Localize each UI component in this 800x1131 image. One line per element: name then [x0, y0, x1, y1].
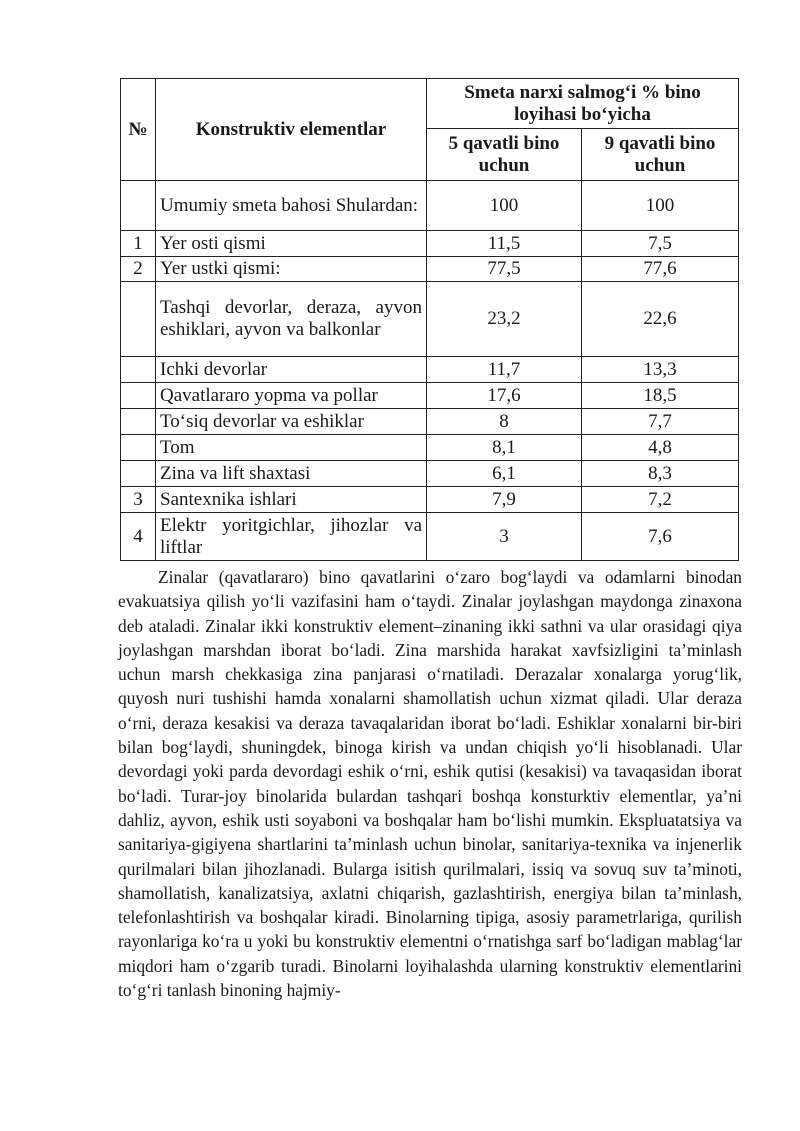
header-number: № — [121, 79, 156, 181]
header-9-storey: 9 qavatli bino uchun — [582, 129, 739, 181]
row-value-5: 23,2 — [427, 282, 582, 357]
row-value-5: 6,1 — [427, 461, 582, 487]
table-row — [121, 513, 739, 561]
row-value-9: 7,2 — [582, 487, 739, 513]
table-header-row — [121, 79, 739, 129]
row-value-5: 7,9 — [427, 487, 582, 513]
row-value-9: 8,3 — [582, 461, 739, 487]
table-row — [121, 487, 739, 513]
row-element: To‘siq devorlar va eshiklar — [156, 409, 427, 435]
row-element: Yer osti qismi — [156, 231, 427, 257]
table-row — [121, 357, 739, 383]
table-row — [121, 461, 739, 487]
row-value-9: 7,6 — [582, 513, 739, 561]
table-row — [121, 231, 739, 257]
table-row — [121, 282, 739, 357]
row-element: Zina va lift shaxtasi — [156, 461, 427, 487]
row-number — [121, 383, 156, 409]
table-row — [121, 383, 739, 409]
row-value-5: 100 — [427, 181, 582, 231]
row-value-9: 77,6 — [582, 257, 739, 282]
row-value-5: 17,6 — [427, 383, 582, 409]
body-paragraph: Zinalar (qavatlararo) bino qavatlarini o‘zaro bog‘laydi va odamlarni binodan evakuatsiya qilish yo‘li vazifasini ham o‘taydi. Zinalar joylashgan maydonga zinaxona deb ataladi. Zinalar ikki konstruktiv element–zinaning ikki sathni va ular orasidagi qiya joylashgan marshdan iborat bo‘ladi. Zina marshida harakat xavfsizligini ta’minlash uchun marsh chekkasiga zina panjarasi o‘rnatiladi. Derazalar xonalarga yorug‘lik, quyosh nuri tushishi hamda xonalarni shamollatish uchun xizmat qiladi. Ular deraza o‘rni, deraza kesakisi va deraza tavaqalaridan iborat bo‘ladi. Eshiklar xonalarni bir-biri bilan bog‘laydi, shuningdek, binoga kirish va undan chiqish yo‘li hisoblanadi. Ular devordagi yoki parda devordagi eshik o‘rni, eshik qutisi (kesakisi) va tavaqasidan iborat bo‘ladi. Turar-joy binolarida bulardan tashqari boshqa konsturktiv elementlar, ya’ni dahliz, ayvon, eshik usti soyaboni va boshqalar ham bo‘lishi mumkin. Ekspluatatsiya va sanitariya-gigiyena shartlarini ta’minlash uchun binolar, sanitariya-texnika va injenerlik qurilmalari bilan jihozlanadi. Bularga isitish qurilmalari, issiq va sovuq suv ta’minoti, shamollatish, kanalizatsiya, axlatni chiqarish, gazlashtirish, energiya bilan ta’minlash, telefonlashtirish va boshqalar kiradi. Binolarning tipiga, asosiy parametrlariga, qurilish rayonlariga ko‘ra u yoki bu konstruktiv elementni o‘rnatishga sarf bo‘ladigan mablag‘lar miqdori ham o‘zgarib turadi. Binolarni loyihalashda ularning konstruktiv elementlarini to‘g‘ri tanlash binoning hajmiy- — [118, 567, 742, 1001]
row-value-9: 13,3 — [582, 357, 739, 383]
row-value-9: 22,6 — [582, 282, 739, 357]
header-cost-share: Smeta narxi salmog‘i % bino loyihasi bo‘yicha — [427, 79, 739, 129]
cost-share-table — [120, 78, 739, 561]
row-value-9: 100 — [582, 181, 739, 231]
header-elements: Konstruktiv elementlar — [156, 79, 427, 181]
table-row — [121, 435, 739, 461]
row-element: Yer ustki qismi: — [156, 257, 427, 282]
row-value-5: 77,5 — [427, 257, 582, 282]
row-number — [121, 357, 156, 383]
table-row — [121, 409, 739, 435]
row-element: Umumiy smeta bahosi Shulardan: — [156, 181, 427, 231]
row-number: 4 — [121, 513, 156, 561]
table-row — [121, 257, 739, 282]
row-number — [121, 181, 156, 231]
row-element: Santexnika ishlari — [156, 487, 427, 513]
row-value-9: 18,5 — [582, 383, 739, 409]
row-value-9: 4,8 — [582, 435, 739, 461]
row-value-5: 3 — [427, 513, 582, 561]
row-element: Ichki devorlar — [156, 357, 427, 383]
row-number — [121, 435, 156, 461]
row-number: 1 — [121, 231, 156, 257]
row-element: Elektr yoritgichlar, jihozlar va liftlar — [156, 513, 427, 561]
row-value-5: 8,1 — [427, 435, 582, 461]
row-value-5: 11,5 — [427, 231, 582, 257]
row-number: 2 — [121, 257, 156, 282]
row-element: Qavatlararo yopma va pollar — [156, 383, 427, 409]
table-row — [121, 181, 739, 231]
row-number: 3 — [121, 487, 156, 513]
row-number — [121, 461, 156, 487]
row-value-9: 7,7 — [582, 409, 739, 435]
row-element: Tashqi devorlar, deraza, ayvon eshiklari, ayvon va balkonlar — [156, 282, 427, 357]
row-number — [121, 409, 156, 435]
row-element: Tom — [156, 435, 427, 461]
row-value-9: 7,5 — [582, 231, 739, 257]
row-number — [121, 282, 156, 357]
row-value-5: 8 — [427, 409, 582, 435]
row-value-5: 11,7 — [427, 357, 582, 383]
header-5-storey: 5 qavatli bino uchun — [427, 129, 582, 181]
